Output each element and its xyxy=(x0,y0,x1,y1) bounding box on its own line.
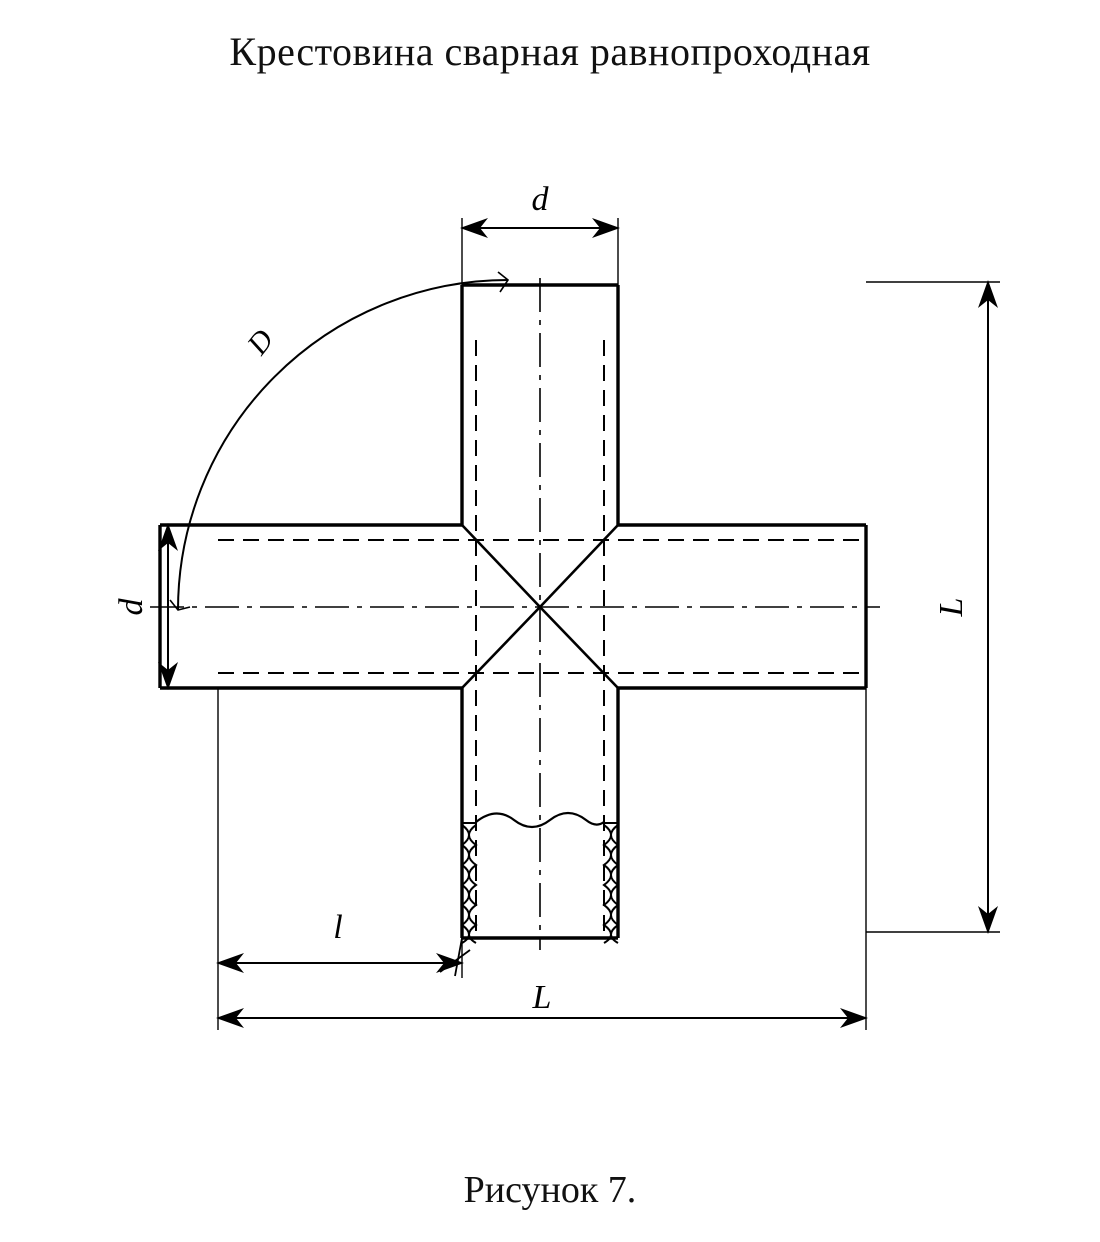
hidden-bore-lines xyxy=(218,340,866,938)
label-L-bottom: L xyxy=(532,979,552,1016)
label-l-bottom: l xyxy=(333,909,343,946)
extension-lines xyxy=(160,218,1000,1030)
diameter-arc xyxy=(170,272,508,610)
figure-caption: Рисунок 7. xyxy=(463,1169,637,1211)
label-d-top: d xyxy=(531,181,549,218)
label-D-arc: D xyxy=(240,323,281,361)
technical-drawing xyxy=(0,110,1100,1150)
cross-body-outline xyxy=(160,285,866,938)
label-d-left: d xyxy=(113,598,150,616)
label-L-right: L xyxy=(933,597,970,617)
weld-leader xyxy=(440,938,470,976)
page-title: Крестовина сварная равнопроходная xyxy=(229,29,871,74)
centre-lines xyxy=(150,278,880,950)
